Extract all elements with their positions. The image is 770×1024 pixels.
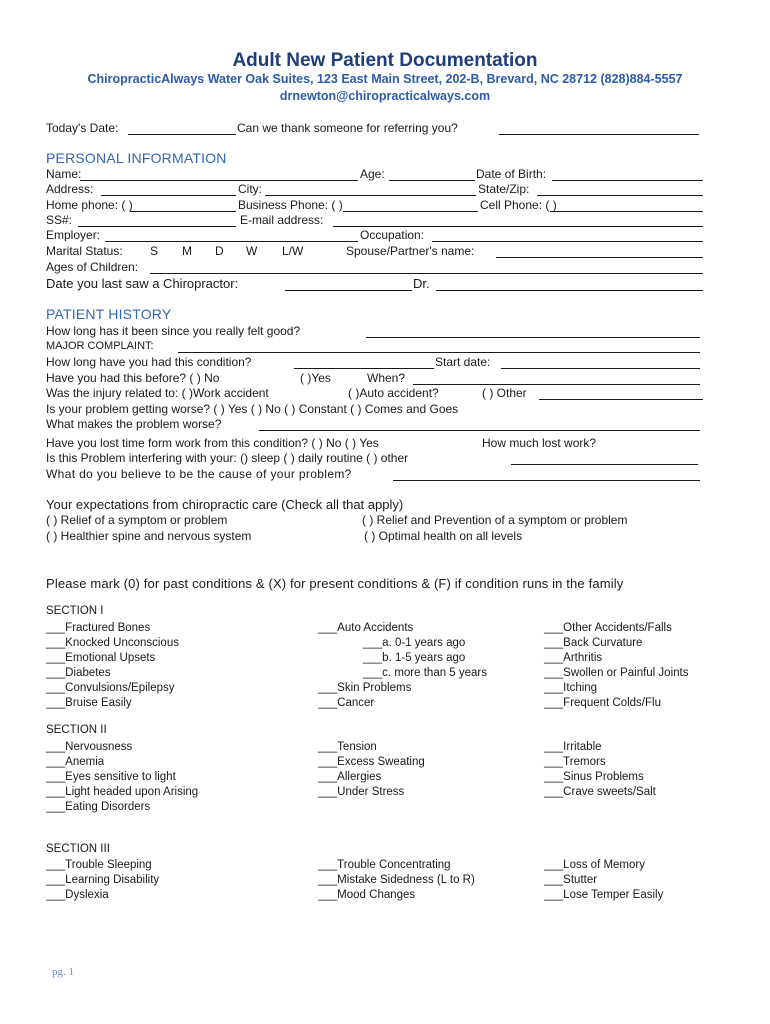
business-phone-label: Business Phone: ( ) (238, 198, 343, 212)
dr-field[interactable] (436, 290, 703, 291)
interfering-other-field[interactable] (511, 464, 698, 465)
marital-option-s[interactable]: S (150, 244, 159, 258)
start-date-field[interactable] (501, 368, 700, 369)
home-phone-field[interactable] (130, 211, 236, 212)
address-label: Address: (46, 182, 94, 196)
had-before-yes[interactable]: ( )Yes (300, 371, 331, 385)
form-title: Adult New Patient Documentation (232, 50, 538, 71)
cell-phone-label: Cell Phone: ( ) (480, 198, 557, 212)
business-phone-field[interactable] (343, 211, 478, 212)
condition-item[interactable]: ___Mistake Sidedness (L to R) (318, 874, 475, 886)
occupation-label: Occupation: (360, 228, 425, 242)
state-zip-label: State/Zip: (478, 182, 530, 196)
age-label: Age: (360, 167, 385, 181)
marital-option-w[interactable]: W (246, 244, 258, 258)
section-2-label: SECTION II (46, 724, 107, 736)
expectation-optimal-health[interactable]: ( ) Optimal health on all levels (364, 529, 523, 543)
ages-children-label: Ages of Children: (46, 260, 139, 274)
address-field[interactable] (101, 195, 236, 196)
referral-field[interactable] (499, 134, 699, 135)
city-field[interactable] (265, 195, 476, 196)
condition-item[interactable]: ___c. more than 5 years (363, 667, 488, 679)
patient-history-heading: PATIENT HISTORY (46, 306, 172, 322)
ages-children-field[interactable] (150, 273, 703, 274)
other-option[interactable]: ( ) Other (482, 386, 527, 400)
marital-option-lw[interactable]: L/W (282, 244, 304, 258)
name-field[interactable] (80, 180, 358, 181)
interfering-label[interactable]: Is this Problem interfering with your: () sleep ( ) daily routine ( ) other (46, 451, 409, 465)
makes-worse-label: What makes the problem worse? (46, 417, 222, 431)
felt-good-field[interactable] (366, 337, 700, 338)
condition-item[interactable]: ___Back Curvature (544, 637, 643, 649)
condition-item[interactable]: ___Trouble Concentrating (318, 859, 451, 871)
condition-item[interactable]: ___Allergies (318, 771, 382, 783)
marital-status-label: Marital Status: (46, 244, 123, 258)
section-1-col-1 (46, 621, 179, 711)
dr-label: Dr. (413, 276, 430, 291)
condition-item[interactable]: ___Loss of Memory (544, 859, 645, 871)
clinic-email: drnewton@chiropracticalways.com (279, 89, 491, 103)
how-long-field[interactable] (294, 368, 434, 369)
when-field[interactable] (413, 384, 700, 385)
marital-option-d[interactable]: D (215, 244, 224, 258)
condition-item[interactable]: ___Swollen or Painful Joints (544, 667, 689, 679)
ssn-label: SS#: (46, 213, 73, 227)
felt-good-label: How long has it been since you really felt good? (46, 324, 301, 338)
email-field[interactable] (333, 226, 703, 227)
section-2-col-3 (544, 740, 656, 800)
referral-label: Can we thank someone for referring you? (237, 121, 458, 135)
dob-label: Date of Birth: (476, 167, 547, 181)
condition-item[interactable]: ___Lose Temper Easily (544, 889, 664, 901)
page-number: pg. 1 (52, 966, 74, 978)
how-much-lost-label: How much lost work? (482, 436, 597, 450)
section-1-col-2 (318, 621, 487, 711)
auto-accident-option[interactable]: ( )Auto accident? (348, 386, 439, 400)
condition-item[interactable]: ___Mood Changes (318, 889, 416, 901)
condition-item[interactable]: ___Auto Accidents (318, 622, 414, 634)
last-chiro-field[interactable] (285, 290, 412, 291)
condition-item[interactable]: ___Tension (318, 741, 377, 753)
condition-item[interactable]: ___Dyslexia (46, 889, 109, 901)
section-1-label: SECTION I (46, 605, 104, 617)
todays-date-label: Today's Date: (46, 121, 119, 135)
condition-item[interactable]: ___Convulsions/Epilepsy (46, 682, 175, 694)
condition-item[interactable]: ___Nervousness (46, 741, 133, 753)
condition-item[interactable]: ___Eyes sensitive to light (46, 771, 176, 783)
condition-item[interactable]: ___Emotional Upsets (46, 652, 156, 664)
start-date-label: Start date: (435, 355, 491, 369)
state-zip-field[interactable] (537, 195, 703, 196)
getting-worse-label[interactable]: Is your problem getting worse? ( ) Yes ( ) No ( ) Constant ( ) Comes and Goes (46, 402, 459, 416)
employer-field[interactable] (105, 241, 358, 242)
makes-worse-field[interactable] (259, 430, 700, 431)
condition-item[interactable]: ___Diabetes (46, 667, 111, 679)
section-1-col-3 (544, 621, 688, 711)
expectations-title: Your expectations from chiropractic care (Check all that apply) (46, 497, 404, 512)
condition-item[interactable]: ___Crave sweets/Salt (544, 786, 656, 798)
major-complaint-label: MAJOR COMPLAINT: (46, 340, 154, 352)
city-label: City: (238, 182, 262, 196)
personal-info-heading: PERSONAL INFORMATION (46, 150, 227, 166)
condition-item[interactable]: ___Light headed upon Arising (46, 786, 199, 798)
ssn-field[interactable] (78, 226, 236, 227)
condition-item[interactable]: ___Arthritis (544, 652, 603, 664)
other-field[interactable] (539, 399, 703, 400)
lost-time-label[interactable]: Have you lost time form work from this condition? ( ) No ( ) Yes (46, 436, 379, 450)
dob-field[interactable] (552, 180, 703, 181)
email-label: E-mail address: (240, 213, 324, 227)
condition-item[interactable]: ___a. 0-1 years ago (363, 637, 466, 649)
marital-option-m[interactable]: M (182, 244, 192, 258)
condition-item[interactable]: ___Excess Sweating (318, 756, 425, 768)
spouse-field[interactable] (496, 257, 703, 258)
todays-date-field[interactable] (128, 134, 236, 135)
section-3-label: SECTION III (46, 843, 110, 855)
when-label: When? (367, 371, 406, 385)
section-3-col-1 (46, 858, 159, 903)
condition-item[interactable]: ___Irritable (544, 741, 602, 753)
cause-field[interactable] (393, 480, 700, 481)
expectation-relief[interactable]: ( ) Relief of a symptom or problem (46, 513, 228, 527)
conditions-instruction: Please mark (0) for past conditions & (X) for present conditions & (F) if condition runs in the family (46, 576, 624, 591)
condition-item[interactable]: ___Learning Disability (46, 874, 160, 886)
clinic-address: ChiropracticAlways Water Oak Suites, 123 East Main Street, 202-B, Brevard, NC 28712 (828)884-5557 (87, 72, 683, 86)
condition-item[interactable]: ___Anemia (46, 756, 105, 768)
condition-item[interactable]: ___Trouble Sleeping (46, 859, 152, 871)
last-chiro-label: Date you last saw a Chiropractor: (46, 276, 239, 291)
condition-item[interactable]: ___Tremors (544, 756, 606, 768)
condition-item[interactable]: ___Bruise Easily (46, 697, 132, 709)
condition-item[interactable]: ___Other Accidents/Falls (544, 622, 672, 634)
how-long-label: How long have you had this condition? (46, 355, 252, 369)
condition-item[interactable]: ___Skin Problems (318, 682, 412, 694)
section-3-col-3 (544, 858, 663, 903)
home-phone-label: Home phone: ( ) (46, 198, 133, 212)
condition-item[interactable]: ___Knocked Unconscious (46, 637, 179, 649)
condition-item[interactable]: ___Sinus Problems (544, 771, 644, 783)
spouse-label: Spouse/Partner's name: (346, 244, 475, 258)
expectation-healthier-spine[interactable]: ( ) Healthier spine and nervous system (46, 529, 252, 543)
expectation-relief-prevention[interactable]: ( ) Relief and Prevention of a symptom or problem (362, 513, 628, 527)
cause-label: What do you believe to be the cause of your problem? (46, 467, 352, 481)
cell-phone-field[interactable] (550, 211, 703, 212)
age-field[interactable] (389, 180, 475, 181)
name-label: Name: (46, 167, 82, 181)
section-3-col-2 (318, 858, 475, 903)
condition-item[interactable]: ___Cancer (318, 697, 375, 709)
condition-item[interactable]: ___Frequent Colds/Flu (544, 697, 661, 709)
occupation-field[interactable] (432, 241, 703, 242)
employer-label: Employer: (46, 228, 101, 242)
had-before-label[interactable]: Have you had this before? ( ) No (46, 371, 220, 385)
injury-related-label[interactable]: Was the injury related to: ( )Work accident (46, 386, 269, 400)
condition-item[interactable]: ___Stutter (544, 874, 598, 886)
condition-item[interactable]: ___Under Stress (318, 786, 405, 798)
condition-item[interactable]: ___b. 1-5 years ago (363, 652, 466, 664)
condition-item[interactable]: ___Fractured Bones (46, 622, 151, 634)
condition-item[interactable]: ___Eating Disorders (46, 801, 151, 813)
major-complaint-field[interactable] (178, 352, 700, 353)
condition-item[interactable]: ___Itching (544, 682, 598, 694)
section-2-col-2 (318, 740, 425, 800)
section-2-col-1 (46, 740, 198, 815)
